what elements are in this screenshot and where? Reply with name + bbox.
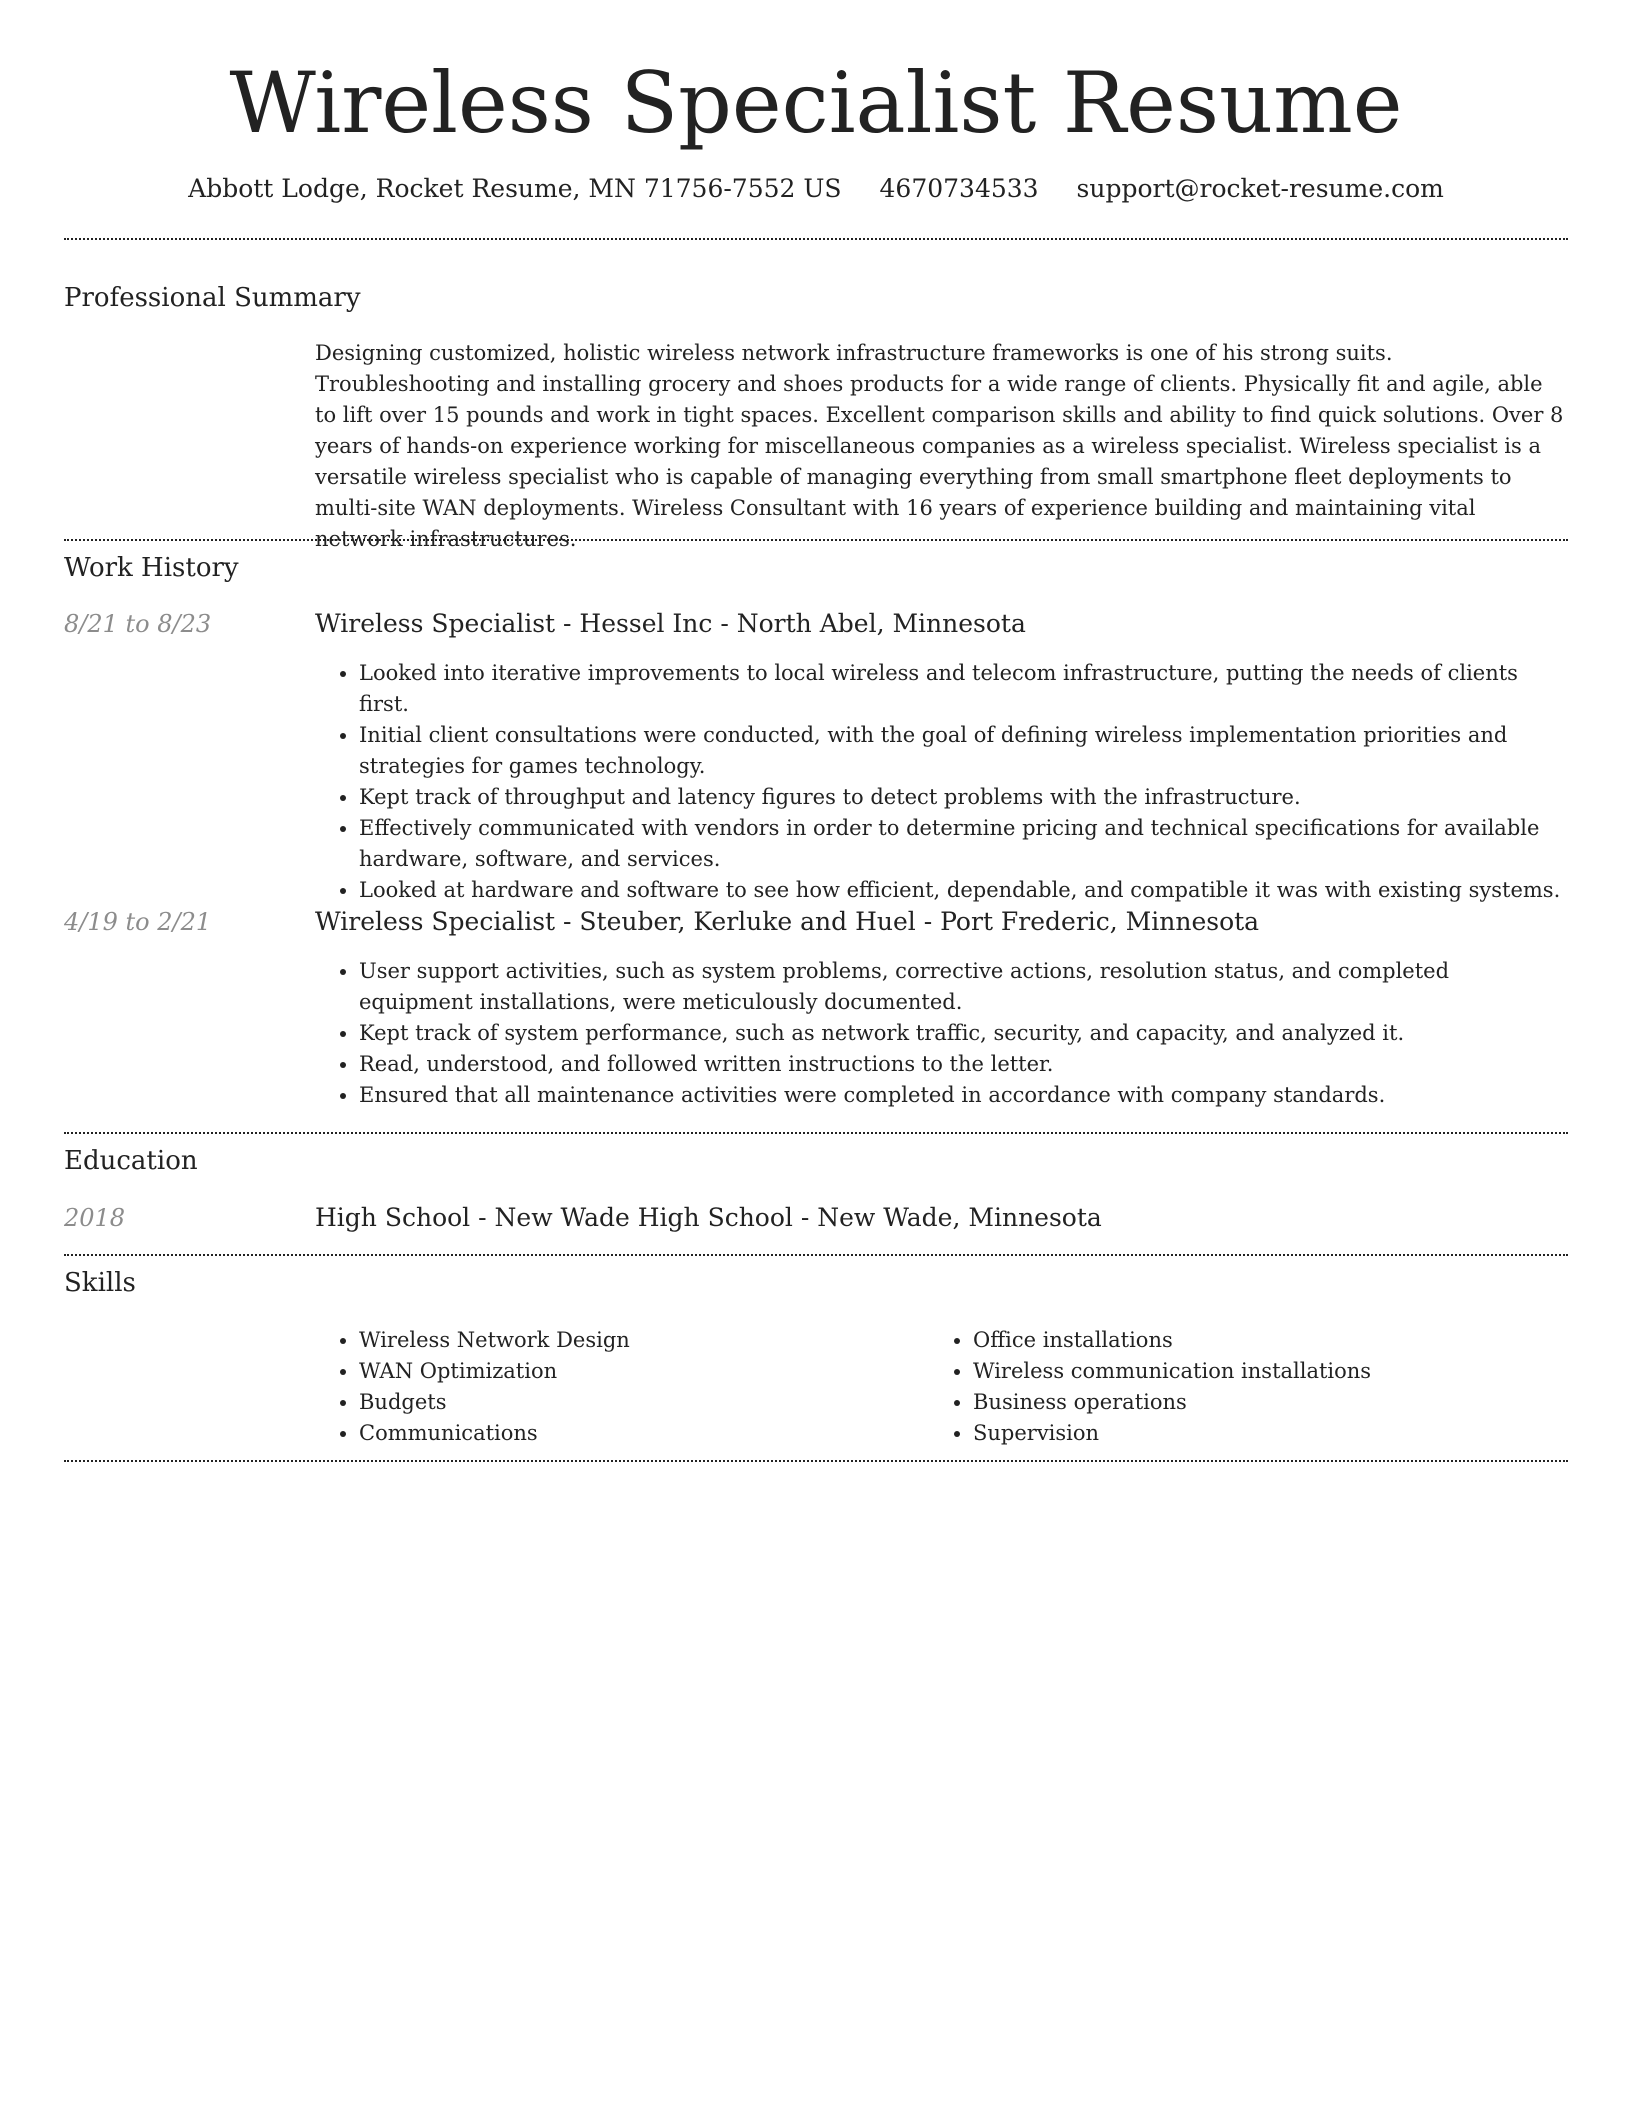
job-bullet: • Kept track of system performance, such as network traffic, security, and capacity, and analyzed it. xyxy=(359,1018,1568,1049)
divider xyxy=(64,539,1568,541)
divider xyxy=(64,1460,1568,1462)
skill-item: • Business operations xyxy=(973,1387,1529,1418)
job-role: Wireless Specialist xyxy=(315,907,556,936)
job-heading xyxy=(315,606,1568,642)
divider xyxy=(64,1132,1568,1134)
section-title-work-history: Work History xyxy=(64,553,239,583)
job-details: - Hessel Inc - North Abel, Minnesota xyxy=(555,609,1026,638)
job-heading xyxy=(315,904,1568,940)
job-bullets xyxy=(315,956,1568,1111)
skill-item: • Communications xyxy=(359,1418,915,1449)
skill-item: • Wireless Network Design xyxy=(359,1325,915,1356)
contact-phone: 4670734533 xyxy=(879,174,1039,203)
skill-item: • Supervision xyxy=(973,1418,1529,1449)
contact-line xyxy=(0,170,1632,208)
skill-item: • WAN Optimization xyxy=(359,1356,915,1387)
skills-list-right xyxy=(929,1325,1529,1449)
section-title-education: Education xyxy=(64,1146,198,1176)
skill-item: • Budgets xyxy=(359,1387,915,1418)
job-details: - Steuber, Kerluke and Huel - Port Frederic, Minnesota xyxy=(555,907,1260,936)
job-bullet: • Kept track of throughput and latency figures to detect problems with the infrastructure. xyxy=(359,782,1568,813)
job-bullet: • Effectively communicated with vendors in order to determine pricing and technical specifications for available hardware, software, and services. xyxy=(359,813,1568,875)
job-bullet: • Looked at hardware and software to see how efficient, dependable, and compatible it was with existing systems. xyxy=(359,875,1568,906)
section-title-skills: Skills xyxy=(64,1268,136,1298)
education-year: 2018 xyxy=(64,1204,126,1232)
divider xyxy=(64,238,1568,240)
skill-item: • Office installations xyxy=(973,1325,1529,1356)
resume-title: Wireless Specialist Resume xyxy=(229,54,1403,152)
summary-text: Designing customized, holistic wireless network infrastructure frameworks is one of his strong suits. Troubleshooting and installing grocery and shoes products for a wide range of clients. Physically fit and agile, able to lift over 15 pounds and work in tight spaces. Excellent comparison skills and ability to find quick solutions. Over 8 years of hands-on experience working for miscellaneous companies as a wireless specialist. Wireless specialist is a versatile wireless specialist who is capable of managing everything from small smartphone fleet deployments to multi-site WAN deployments. Wireless Consultant with 16 years of experience building and maintaining vital network infrastructures. xyxy=(315,341,1564,551)
job-dates: 4/19 to 2/21 xyxy=(64,908,212,936)
skills-list-left xyxy=(315,1325,915,1449)
job-bullet: • Initial client consultations were conducted, with the goal of defining wireless implementation priorities and strategies for games technology. xyxy=(359,720,1568,782)
section-title-summary: Professional Summary xyxy=(64,283,361,313)
education-degree: High School xyxy=(315,1203,471,1232)
job-dates: 8/21 to 8/23 xyxy=(64,610,212,638)
job-bullet: • User support activities, such as system problems, corrective actions, resolution status, and completed equipment installations, were meticulously documented. xyxy=(359,956,1568,1018)
divider xyxy=(64,1254,1568,1256)
education-details: - New Wade High School - New Wade, Minnesota xyxy=(470,1203,1102,1232)
job-bullets xyxy=(315,658,1568,906)
contact-address: Abbott Lodge, Rocket Resume, MN 71756-7552 US xyxy=(188,174,842,203)
job-bullet: • Ensured that all maintenance activities were completed in accordance with company standards. xyxy=(359,1080,1568,1111)
job-bullet: • Looked into iterative improvements to local wireless and telecom infrastructure, putting the needs of clients first. xyxy=(359,658,1568,720)
contact-email: support@rocket-resume.com xyxy=(1076,174,1444,203)
job-bullet: • Read, understood, and followed written instructions to the letter. xyxy=(359,1049,1568,1080)
job-role: Wireless Specialist xyxy=(315,609,556,638)
skill-item: • Wireless communication installations xyxy=(973,1356,1529,1387)
education-heading xyxy=(315,1200,1568,1236)
